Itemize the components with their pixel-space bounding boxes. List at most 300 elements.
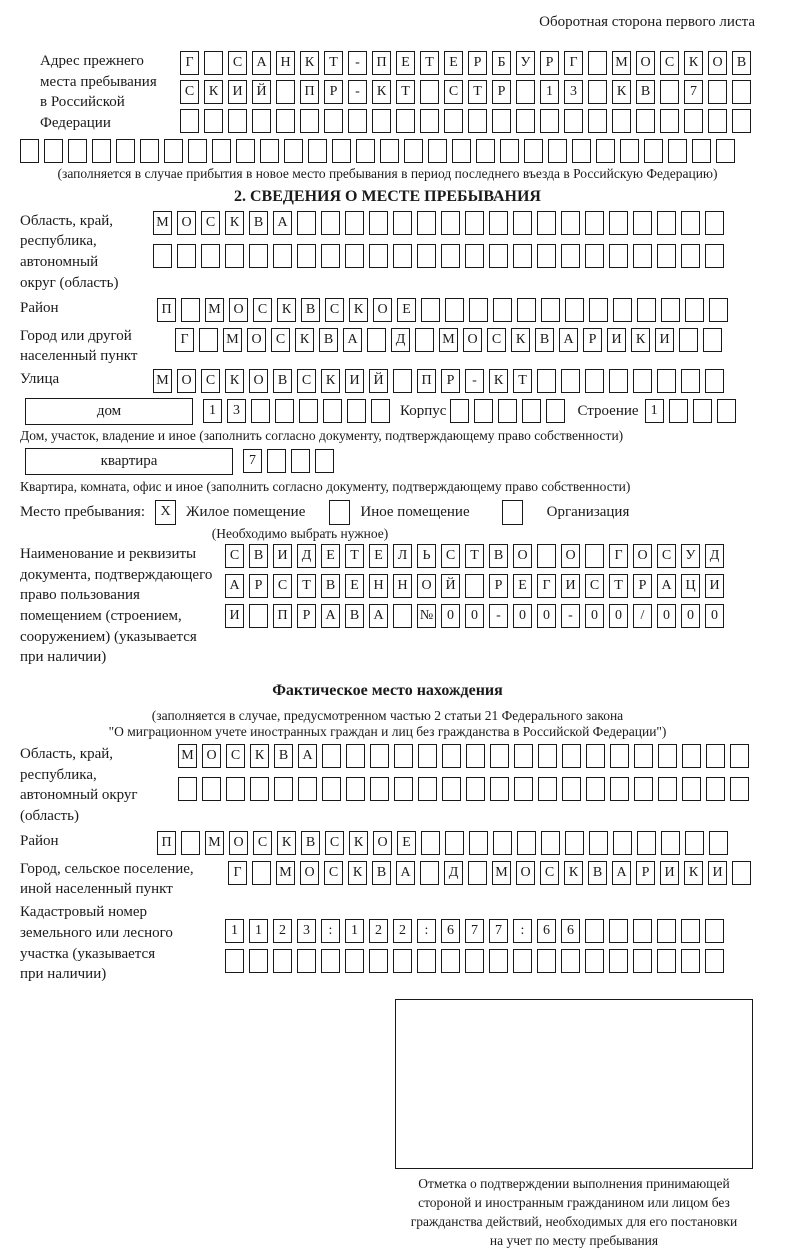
char-cell[interactable]: [693, 399, 712, 423]
char-cell[interactable]: Р: [633, 574, 652, 598]
char-cell[interactable]: К: [349, 831, 368, 855]
char-cell[interactable]: [260, 139, 279, 163]
char-cell[interactable]: О: [516, 861, 535, 885]
char-cell[interactable]: К: [295, 328, 314, 352]
char-cell[interactable]: Е: [444, 51, 463, 75]
char-cell[interactable]: П: [372, 51, 391, 75]
char-cell[interactable]: А: [559, 328, 578, 352]
char-cell[interactable]: И: [273, 544, 292, 568]
char-cell[interactable]: К: [250, 744, 269, 768]
char-cell[interactable]: [561, 369, 580, 393]
char-cell[interactable]: О: [561, 544, 580, 568]
char-cell[interactable]: О: [247, 328, 266, 352]
char-cell[interactable]: [589, 298, 608, 322]
char-cell[interactable]: [660, 80, 679, 104]
char-cell[interactable]: Н: [393, 574, 412, 598]
char-cell[interactable]: Д: [391, 328, 410, 352]
char-cell[interactable]: [348, 109, 367, 133]
char-cell[interactable]: [297, 949, 316, 973]
char-cell[interactable]: У: [516, 51, 535, 75]
char-cell[interactable]: [324, 109, 343, 133]
char-cell[interactable]: 1: [645, 399, 664, 423]
char-cell[interactable]: С: [325, 298, 344, 322]
char-cell[interactable]: [489, 244, 508, 268]
char-cell[interactable]: [537, 949, 556, 973]
char-cell[interactable]: И: [607, 328, 626, 352]
char-cell[interactable]: [204, 51, 223, 75]
char-cell[interactable]: [657, 244, 676, 268]
char-cell[interactable]: [476, 139, 495, 163]
char-cell[interactable]: 0: [537, 604, 556, 628]
char-cell[interactable]: [421, 298, 440, 322]
char-cell[interactable]: [730, 744, 749, 768]
char-cell[interactable]: [371, 399, 390, 423]
char-cell[interactable]: [682, 744, 701, 768]
char-cell[interactable]: [538, 777, 557, 801]
char-cell[interactable]: -: [561, 604, 580, 628]
char-cell[interactable]: [250, 777, 269, 801]
char-cell[interactable]: [20, 139, 39, 163]
char-cell[interactable]: [396, 109, 415, 133]
char-cell[interactable]: [273, 244, 292, 268]
char-cell[interactable]: [367, 328, 386, 352]
char-cell[interactable]: [681, 211, 700, 235]
char-cell[interactable]: [706, 744, 725, 768]
char-cell[interactable]: [682, 777, 701, 801]
char-cell[interactable]: [537, 211, 556, 235]
char-cell[interactable]: [417, 211, 436, 235]
char-cell[interactable]: Р: [540, 51, 559, 75]
char-cell[interactable]: [514, 777, 533, 801]
char-cell[interactable]: А: [273, 211, 292, 235]
char-cell[interactable]: К: [225, 211, 244, 235]
char-cell[interactable]: В: [301, 298, 320, 322]
char-cell[interactable]: [588, 51, 607, 75]
char-cell[interactable]: И: [660, 861, 679, 885]
char-cell[interactable]: 6: [441, 919, 460, 943]
char-cell[interactable]: [298, 777, 317, 801]
char-cell[interactable]: [442, 744, 461, 768]
char-cell[interactable]: Т: [468, 80, 487, 104]
char-cell[interactable]: [660, 109, 679, 133]
char-cell[interactable]: [297, 244, 316, 268]
char-cell[interactable]: [418, 777, 437, 801]
char-cell[interactable]: С: [540, 861, 559, 885]
char-cell[interactable]: [441, 211, 460, 235]
char-cell[interactable]: Е: [345, 574, 364, 598]
checkbox-inoe[interactable]: [329, 500, 350, 525]
char-cell[interactable]: [634, 744, 653, 768]
char-cell[interactable]: [369, 949, 388, 973]
char-cell[interactable]: [415, 328, 434, 352]
char-cell[interactable]: [633, 369, 652, 393]
char-cell[interactable]: С: [297, 369, 316, 393]
char-cell[interactable]: [275, 399, 294, 423]
char-cell[interactable]: [251, 399, 270, 423]
char-cell[interactable]: [717, 399, 736, 423]
char-cell[interactable]: [420, 80, 439, 104]
char-cell[interactable]: -: [348, 80, 367, 104]
char-cell[interactable]: Н: [369, 574, 388, 598]
char-cell[interactable]: [274, 777, 293, 801]
char-cell[interactable]: [657, 949, 676, 973]
char-cell[interactable]: Г: [175, 328, 194, 352]
char-cell[interactable]: М: [439, 328, 458, 352]
char-cell[interactable]: С: [228, 51, 247, 75]
char-cell[interactable]: А: [298, 744, 317, 768]
char-cell[interactable]: [369, 211, 388, 235]
char-cell[interactable]: [116, 139, 135, 163]
char-cell[interactable]: [679, 328, 698, 352]
char-cell[interactable]: [469, 298, 488, 322]
char-cell[interactable]: [226, 777, 245, 801]
char-cell[interactable]: [465, 949, 484, 973]
char-cell[interactable]: [490, 777, 509, 801]
char-cell[interactable]: [524, 139, 543, 163]
char-cell[interactable]: К: [489, 369, 508, 393]
char-cell[interactable]: Р: [468, 51, 487, 75]
char-cell[interactable]: О: [513, 544, 532, 568]
char-cell[interactable]: И: [705, 574, 724, 598]
char-cell[interactable]: А: [225, 574, 244, 598]
char-cell[interactable]: 0: [465, 604, 484, 628]
char-cell[interactable]: [657, 211, 676, 235]
char-cell[interactable]: [490, 744, 509, 768]
char-cell[interactable]: 0: [585, 604, 604, 628]
char-cell[interactable]: [537, 244, 556, 268]
char-cell[interactable]: П: [157, 298, 176, 322]
char-cell[interactable]: В: [345, 604, 364, 628]
char-cell[interactable]: [516, 109, 535, 133]
char-cell[interactable]: Е: [321, 544, 340, 568]
char-cell[interactable]: [420, 109, 439, 133]
char-cell[interactable]: [633, 244, 652, 268]
char-cell[interactable]: Р: [636, 861, 655, 885]
char-cell[interactable]: [321, 949, 340, 973]
char-cell[interactable]: [356, 139, 375, 163]
char-cell[interactable]: [513, 244, 532, 268]
char-cell[interactable]: [394, 777, 413, 801]
char-cell[interactable]: 1: [225, 919, 244, 943]
char-cell[interactable]: [668, 139, 687, 163]
char-cell[interactable]: [565, 298, 584, 322]
char-cell[interactable]: [658, 777, 677, 801]
char-cell[interactable]: [562, 777, 581, 801]
char-cell[interactable]: [537, 369, 556, 393]
char-cell[interactable]: [450, 399, 469, 423]
char-cell[interactable]: В: [636, 80, 655, 104]
char-cell[interactable]: [572, 139, 591, 163]
checkbox-zhiloe[interactable]: X: [155, 500, 176, 525]
char-cell[interactable]: О: [300, 861, 319, 885]
char-cell[interactable]: И: [708, 861, 727, 885]
char-cell[interactable]: [709, 831, 728, 855]
char-cell[interactable]: Г: [537, 574, 556, 598]
char-cell[interactable]: [489, 949, 508, 973]
char-cell[interactable]: Т: [345, 544, 364, 568]
char-cell[interactable]: [468, 861, 487, 885]
char-cell[interactable]: [212, 139, 231, 163]
char-cell[interactable]: 0: [681, 604, 700, 628]
char-cell[interactable]: В: [732, 51, 751, 75]
char-cell[interactable]: К: [684, 51, 703, 75]
char-cell[interactable]: [561, 244, 580, 268]
char-cell[interactable]: К: [631, 328, 650, 352]
char-cell[interactable]: [610, 777, 629, 801]
char-cell[interactable]: Й: [369, 369, 388, 393]
char-cell[interactable]: [658, 744, 677, 768]
char-cell[interactable]: :: [321, 919, 340, 943]
char-cell[interactable]: [564, 109, 583, 133]
char-cell[interactable]: [452, 139, 471, 163]
char-cell[interactable]: В: [321, 574, 340, 598]
char-cell[interactable]: [586, 777, 605, 801]
char-cell[interactable]: [637, 298, 656, 322]
char-cell[interactable]: [92, 139, 111, 163]
char-cell[interactable]: П: [300, 80, 319, 104]
char-cell[interactable]: С: [253, 298, 272, 322]
char-cell[interactable]: [322, 744, 341, 768]
char-cell[interactable]: [708, 80, 727, 104]
char-cell[interactable]: [708, 109, 727, 133]
char-cell[interactable]: [417, 949, 436, 973]
char-cell[interactable]: [634, 777, 653, 801]
char-cell[interactable]: [273, 949, 292, 973]
char-cell[interactable]: [589, 831, 608, 855]
char-cell[interactable]: 0: [705, 604, 724, 628]
char-cell[interactable]: Д: [297, 544, 316, 568]
char-cell[interactable]: С: [444, 80, 463, 104]
char-cell[interactable]: Ц: [681, 574, 700, 598]
char-cell[interactable]: В: [372, 861, 391, 885]
char-cell[interactable]: [637, 831, 656, 855]
char-cell[interactable]: М: [153, 369, 172, 393]
char-cell[interactable]: [442, 777, 461, 801]
char-cell[interactable]: С: [660, 51, 679, 75]
char-cell[interactable]: 7: [684, 80, 703, 104]
char-cell[interactable]: Н: [276, 51, 295, 75]
char-cell[interactable]: Р: [492, 80, 511, 104]
char-cell[interactable]: [633, 211, 652, 235]
char-cell[interactable]: [465, 574, 484, 598]
char-cell[interactable]: К: [225, 369, 244, 393]
char-cell[interactable]: [178, 777, 197, 801]
char-cell[interactable]: [249, 949, 268, 973]
char-cell[interactable]: -: [465, 369, 484, 393]
char-cell[interactable]: [308, 139, 327, 163]
char-cell[interactable]: Б: [492, 51, 511, 75]
char-cell[interactable]: [681, 244, 700, 268]
char-cell[interactable]: [420, 861, 439, 885]
char-cell[interactable]: [345, 211, 364, 235]
char-cell[interactable]: С: [441, 544, 460, 568]
char-cell[interactable]: [370, 744, 389, 768]
char-cell[interactable]: [164, 139, 183, 163]
char-cell[interactable]: [441, 949, 460, 973]
char-cell[interactable]: И: [228, 80, 247, 104]
char-cell[interactable]: Г: [564, 51, 583, 75]
char-cell[interactable]: К: [511, 328, 530, 352]
char-cell[interactable]: К: [277, 298, 296, 322]
char-cell[interactable]: [291, 449, 310, 473]
char-cell[interactable]: :: [417, 919, 436, 943]
char-cell[interactable]: 6: [537, 919, 556, 943]
char-cell[interactable]: Р: [249, 574, 268, 598]
char-cell[interactable]: [730, 777, 749, 801]
char-cell[interactable]: К: [612, 80, 631, 104]
char-cell[interactable]: М: [612, 51, 631, 75]
char-cell[interactable]: [393, 244, 412, 268]
char-cell[interactable]: Е: [397, 831, 416, 855]
char-cell[interactable]: [692, 139, 711, 163]
char-cell[interactable]: [709, 298, 728, 322]
char-cell[interactable]: [466, 777, 485, 801]
char-cell[interactable]: 1: [540, 80, 559, 104]
char-cell[interactable]: [202, 777, 221, 801]
char-cell[interactable]: К: [204, 80, 223, 104]
char-cell[interactable]: [516, 80, 535, 104]
char-cell[interactable]: К: [300, 51, 319, 75]
char-cell[interactable]: М: [178, 744, 197, 768]
char-cell[interactable]: Е: [397, 298, 416, 322]
char-cell[interactable]: Л: [393, 544, 412, 568]
char-cell[interactable]: [513, 211, 532, 235]
char-cell[interactable]: 2: [393, 919, 412, 943]
char-cell[interactable]: [267, 449, 286, 473]
char-cell[interactable]: [585, 369, 604, 393]
char-cell[interactable]: [585, 544, 604, 568]
char-cell[interactable]: О: [417, 574, 436, 598]
char-cell[interactable]: Д: [444, 861, 463, 885]
char-cell[interactable]: Т: [420, 51, 439, 75]
char-cell[interactable]: С: [201, 211, 220, 235]
char-cell[interactable]: [612, 109, 631, 133]
char-cell[interactable]: [644, 139, 663, 163]
char-cell[interactable]: [347, 399, 366, 423]
char-cell[interactable]: [705, 211, 724, 235]
char-cell[interactable]: [417, 244, 436, 268]
char-cell[interactable]: [732, 109, 751, 133]
char-cell[interactable]: Р: [441, 369, 460, 393]
char-cell[interactable]: [732, 80, 751, 104]
char-cell[interactable]: И: [655, 328, 674, 352]
char-cell[interactable]: К: [348, 861, 367, 885]
char-cell[interactable]: 2: [273, 919, 292, 943]
char-cell[interactable]: А: [612, 861, 631, 885]
char-cell[interactable]: Т: [324, 51, 343, 75]
char-cell[interactable]: М: [223, 328, 242, 352]
char-cell[interactable]: [181, 298, 200, 322]
char-cell[interactable]: [140, 139, 159, 163]
char-cell[interactable]: [346, 777, 365, 801]
char-cell[interactable]: [565, 831, 584, 855]
char-cell[interactable]: [609, 211, 628, 235]
char-cell[interactable]: И: [225, 604, 244, 628]
char-cell[interactable]: [661, 831, 680, 855]
char-cell[interactable]: [546, 399, 565, 423]
char-cell[interactable]: [393, 949, 412, 973]
char-cell[interactable]: П: [417, 369, 436, 393]
char-cell[interactable]: [493, 831, 512, 855]
char-cell[interactable]: [609, 919, 628, 943]
char-cell[interactable]: А: [252, 51, 271, 75]
char-cell[interactable]: Т: [609, 574, 628, 598]
char-cell[interactable]: [228, 109, 247, 133]
char-cell[interactable]: [541, 831, 560, 855]
char-cell[interactable]: /: [633, 604, 652, 628]
char-cell[interactable]: [299, 399, 318, 423]
char-cell[interactable]: П: [157, 831, 176, 855]
char-cell[interactable]: [585, 949, 604, 973]
char-cell[interactable]: 0: [657, 604, 676, 628]
char-cell[interactable]: О: [229, 298, 248, 322]
char-cell[interactable]: [633, 919, 652, 943]
char-cell[interactable]: [204, 109, 223, 133]
char-cell[interactable]: [562, 744, 581, 768]
char-cell[interactable]: О: [177, 211, 196, 235]
char-cell[interactable]: [465, 244, 484, 268]
char-cell[interactable]: [249, 604, 268, 628]
char-cell[interactable]: Т: [396, 80, 415, 104]
char-cell[interactable]: -: [489, 604, 508, 628]
char-cell[interactable]: Т: [513, 369, 532, 393]
char-cell[interactable]: [636, 109, 655, 133]
char-cell[interactable]: [322, 777, 341, 801]
char-cell[interactable]: [657, 919, 676, 943]
char-cell[interactable]: 1: [249, 919, 268, 943]
char-cell[interactable]: [705, 949, 724, 973]
char-cell[interactable]: Р: [583, 328, 602, 352]
char-cell[interactable]: [404, 139, 423, 163]
char-cell[interactable]: [685, 298, 704, 322]
char-cell[interactable]: 6: [561, 919, 580, 943]
char-cell[interactable]: [585, 244, 604, 268]
char-cell[interactable]: [236, 139, 255, 163]
char-cell[interactable]: [474, 399, 493, 423]
char-cell[interactable]: [588, 109, 607, 133]
char-cell[interactable]: С: [225, 544, 244, 568]
char-cell[interactable]: [517, 298, 536, 322]
char-cell[interactable]: К: [321, 369, 340, 393]
char-cell[interactable]: Г: [609, 544, 628, 568]
char-cell[interactable]: [199, 328, 218, 352]
char-cell[interactable]: Р: [489, 574, 508, 598]
char-cell[interactable]: [249, 244, 268, 268]
char-cell[interactable]: [372, 109, 391, 133]
char-cell[interactable]: [561, 949, 580, 973]
char-cell[interactable]: [657, 369, 676, 393]
char-cell[interactable]: [276, 109, 295, 133]
char-cell[interactable]: [153, 244, 172, 268]
char-cell[interactable]: С: [657, 544, 676, 568]
char-cell[interactable]: 3: [297, 919, 316, 943]
char-cell[interactable]: [517, 831, 536, 855]
char-cell[interactable]: Й: [441, 574, 460, 598]
char-cell[interactable]: [498, 399, 517, 423]
char-cell[interactable]: [613, 298, 632, 322]
char-cell[interactable]: Т: [297, 574, 316, 598]
char-cell[interactable]: [315, 449, 334, 473]
char-cell[interactable]: -: [348, 51, 367, 75]
char-cell[interactable]: О: [708, 51, 727, 75]
char-cell[interactable]: [393, 211, 412, 235]
char-cell[interactable]: [492, 109, 511, 133]
char-cell[interactable]: К: [372, 80, 391, 104]
char-cell[interactable]: Е: [513, 574, 532, 598]
char-cell[interactable]: [538, 744, 557, 768]
char-cell[interactable]: 7: [243, 449, 262, 473]
char-cell[interactable]: [393, 604, 412, 628]
